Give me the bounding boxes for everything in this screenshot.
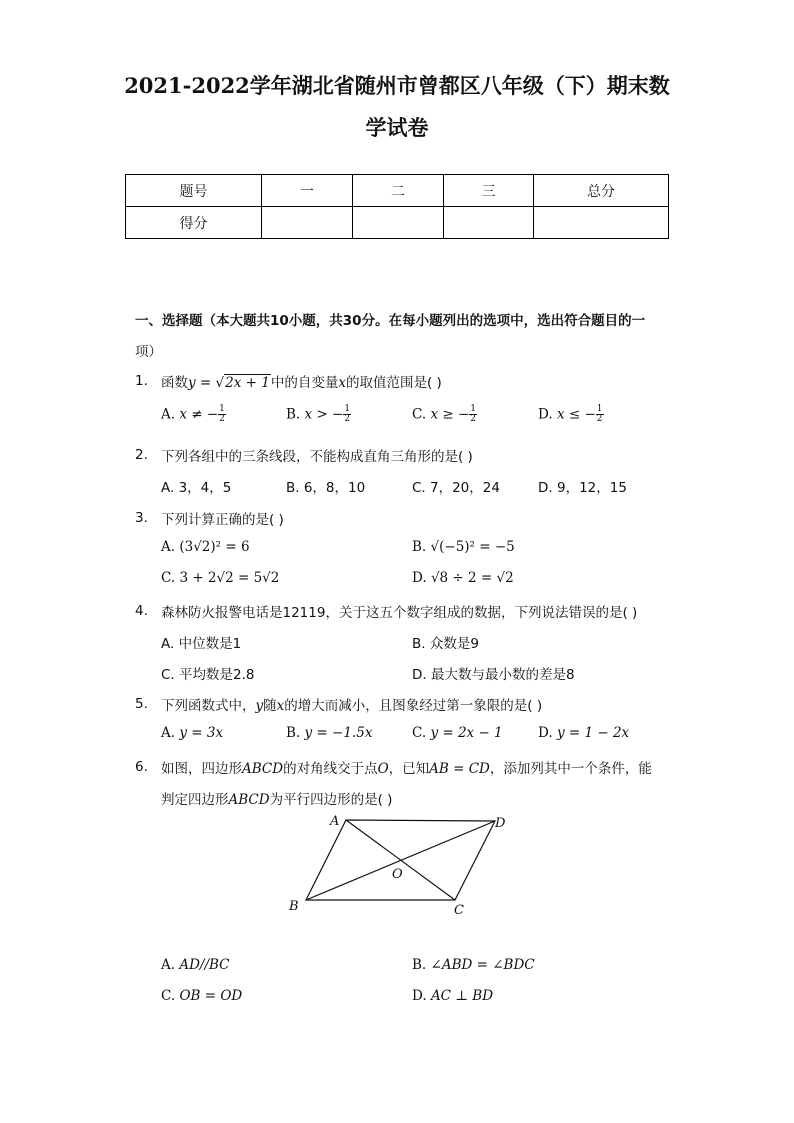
q2-option-a: A. 3，4，5 (161, 480, 232, 496)
q1-post: 的取值范围是( ) (345, 375, 442, 391)
q1-b-expr: x > − (304, 406, 344, 423)
figure-label-o: O (392, 867, 403, 882)
q5-stem (161, 694, 542, 714)
q1-pre: 函数 (161, 375, 188, 391)
score-header-cell: 一 (262, 175, 353, 207)
frac-den: 2 (219, 414, 225, 424)
q6-b-label: B. (412, 957, 427, 973)
q1-option-d (538, 405, 604, 424)
q1-mid: 中的自变量 (270, 375, 339, 391)
q1-c-frac (469, 405, 477, 424)
q3-d-label: D. (412, 570, 427, 586)
score-row (126, 207, 669, 239)
score-cell (262, 207, 353, 239)
frac-num: 1 (470, 404, 476, 414)
q3-c-label: C. (161, 570, 176, 586)
q6-l1-mid2: ，已知 (388, 761, 430, 777)
q6-option-d (412, 988, 493, 1004)
frac-den: 2 (596, 414, 603, 424)
q3-b-expr: √(−5)² = −5 (430, 539, 515, 555)
score-header-cell: 题号 (126, 175, 262, 207)
q5-d-expr: y = 1 − 2x (556, 725, 630, 741)
score-table (125, 174, 669, 239)
q1-a-frac (218, 405, 226, 424)
q6-l1-mid: 的对角线交于点 (283, 761, 378, 777)
q5-a-expr: y = 3x (179, 725, 224, 741)
q1-b-label: B. (286, 406, 301, 423)
q1-d-label: D. (538, 406, 553, 423)
q6-option-b (412, 957, 535, 973)
q2-option-b: B. 6，8，10 (286, 480, 366, 496)
q4-stem: 森林防火报警电话是12119，关于这五个数字组成的数据，下列说法错误的是( ) (161, 605, 638, 621)
q6-b-expr: ∠ABD = ∠BDC (430, 957, 535, 973)
q6-abcd-2: ABCD (228, 792, 270, 808)
figure-label-a: A (330, 814, 340, 829)
q5-c-expr: y = 2x − 1 (430, 725, 503, 741)
score-header-cell: 二 (353, 175, 444, 207)
q3-option-a (161, 539, 250, 555)
q6-number: 6. (135, 759, 148, 775)
q1-y: y (188, 375, 196, 391)
q2-number: 2. (135, 447, 148, 463)
q1-c-label: C. (412, 406, 427, 423)
q3-c-expr: 3 + 2√2 = 5√2 (179, 570, 280, 586)
q6-abcd: ABCD (242, 761, 284, 777)
q3-stem: 下列计算正确的是( ) (161, 512, 284, 528)
figure-label-b: B (289, 899, 299, 914)
section1-heading-cont: 项） (135, 344, 162, 360)
q1-c-expr: x ≥ − (430, 406, 470, 423)
score-row-label: 得分 (126, 207, 262, 239)
frac-num: 1 (344, 404, 351, 414)
q6-l2-pre: 判定四边形 (161, 792, 229, 808)
q6-option-c (161, 988, 242, 1004)
q1-eq: = (195, 375, 216, 391)
q4-number: 4. (135, 603, 148, 619)
q2-option-c: C. 7，20，24 (412, 480, 500, 496)
q3-b-label: B. (412, 539, 427, 555)
frac-den: 2 (344, 414, 351, 424)
q6-l2-post: 为平行四边形的是( ) (269, 792, 393, 808)
q4-option-a: A. 中位数是1 (161, 636, 242, 652)
q3-number: 3. (135, 510, 148, 526)
q6-c-expr: OB = OD (179, 988, 243, 1004)
q6-d-expr: AC ⊥ BD (430, 988, 494, 1004)
q4-option-b: B. 众数是9 (412, 636, 479, 652)
page-title-line1: 2021-2022学年湖北省随州市曾都区八年级（下）期末数 (124, 73, 670, 98)
q5-option-b (286, 725, 372, 741)
diagonal-bd (306, 821, 495, 900)
q6-option-a (161, 957, 230, 973)
frac-num: 1 (596, 404, 603, 414)
q5-b-expr: y = −1.5x (304, 725, 373, 741)
q6-c-label: C. (161, 988, 176, 1004)
q5-option-a (161, 725, 223, 741)
q3-a-expr: (3√2)² = 6 (179, 539, 250, 555)
q1-a-label: A. (161, 406, 176, 423)
q5-x: x (276, 698, 285, 714)
q1-option-c (412, 405, 477, 424)
score-cell (534, 207, 669, 239)
q2-option-d: D. 9，12，15 (538, 480, 627, 496)
q1-stem: 函数y = √2x + 1中的自变量x的取值范围是( ) (161, 375, 442, 391)
q5-a-label: A. (161, 725, 176, 741)
score-header-cell: 三 (444, 175, 534, 207)
q3-a-label: A. (161, 539, 176, 555)
q1-radicand: 2x + 1 (225, 375, 270, 391)
q6-o: O (377, 761, 389, 777)
q6-ab-cd: AB = CD (429, 761, 490, 777)
q5-number: 5. (135, 696, 148, 712)
q5-pre: 下列函数式中， (161, 698, 256, 714)
q3-option-d (412, 570, 514, 586)
q2-stem: 下列各组中的三条线段，不能构成直角三角形的是( ) (161, 449, 473, 465)
q1-a-expr: x ≠ − (179, 406, 219, 423)
q1-d-expr: x ≤ − (556, 406, 596, 423)
q6-stem-line1 (161, 757, 652, 777)
q5-b-label: B. (286, 725, 301, 741)
figure-label-d: D (495, 816, 506, 831)
q5-mid: 随 (263, 698, 277, 714)
q1-number: 1. (135, 373, 148, 389)
score-header-cell: 总分 (534, 175, 669, 207)
q6-l1-post: ，添加列其中一个条件，能 (489, 761, 652, 777)
q3-option-b (412, 539, 515, 555)
q1-d-frac (596, 405, 604, 424)
q6-stem-line2 (161, 788, 392, 808)
parallelogram-figure (280, 808, 520, 918)
q5-c-label: C. (412, 725, 427, 741)
section1-heading: 一、选择题（本大题共10小题，共30分。在每小题列出的选项中，选出符合题目的一 (135, 313, 646, 329)
q5-option-d (538, 725, 629, 741)
q1-option-a (161, 405, 226, 424)
q1-var: x (338, 375, 346, 391)
q4-option-c: C. 平均数是2.8 (161, 667, 255, 683)
q5-post: 的增大而减小，且图象经过第一象限的是( ) (284, 698, 543, 714)
q1-b-frac (343, 405, 351, 424)
q6-a-expr: AD//BC (179, 957, 230, 973)
score-cell (444, 207, 534, 239)
q1-option-b (286, 405, 351, 424)
q3-d-expr: √8 ÷ 2 = √2 (430, 570, 514, 586)
q5-option-c (412, 725, 503, 741)
q5-y: y (255, 698, 264, 714)
figure-label-c: C (454, 903, 464, 918)
frac-num: 1 (219, 404, 225, 414)
q6-l1-pre: 如图，四边形 (161, 761, 242, 777)
q4-option-d: D. 最大数与最小数的差是8 (412, 667, 575, 683)
q3-option-c (161, 570, 279, 586)
frac-den: 2 (470, 414, 476, 424)
q6-d-label: D. (412, 988, 427, 1004)
q6-a-label: A. (161, 957, 176, 973)
score-header-row (126, 175, 669, 207)
page-title-line2: 学试卷 (365, 115, 429, 140)
score-cell (353, 207, 444, 239)
q5-d-label: D. (538, 725, 553, 741)
